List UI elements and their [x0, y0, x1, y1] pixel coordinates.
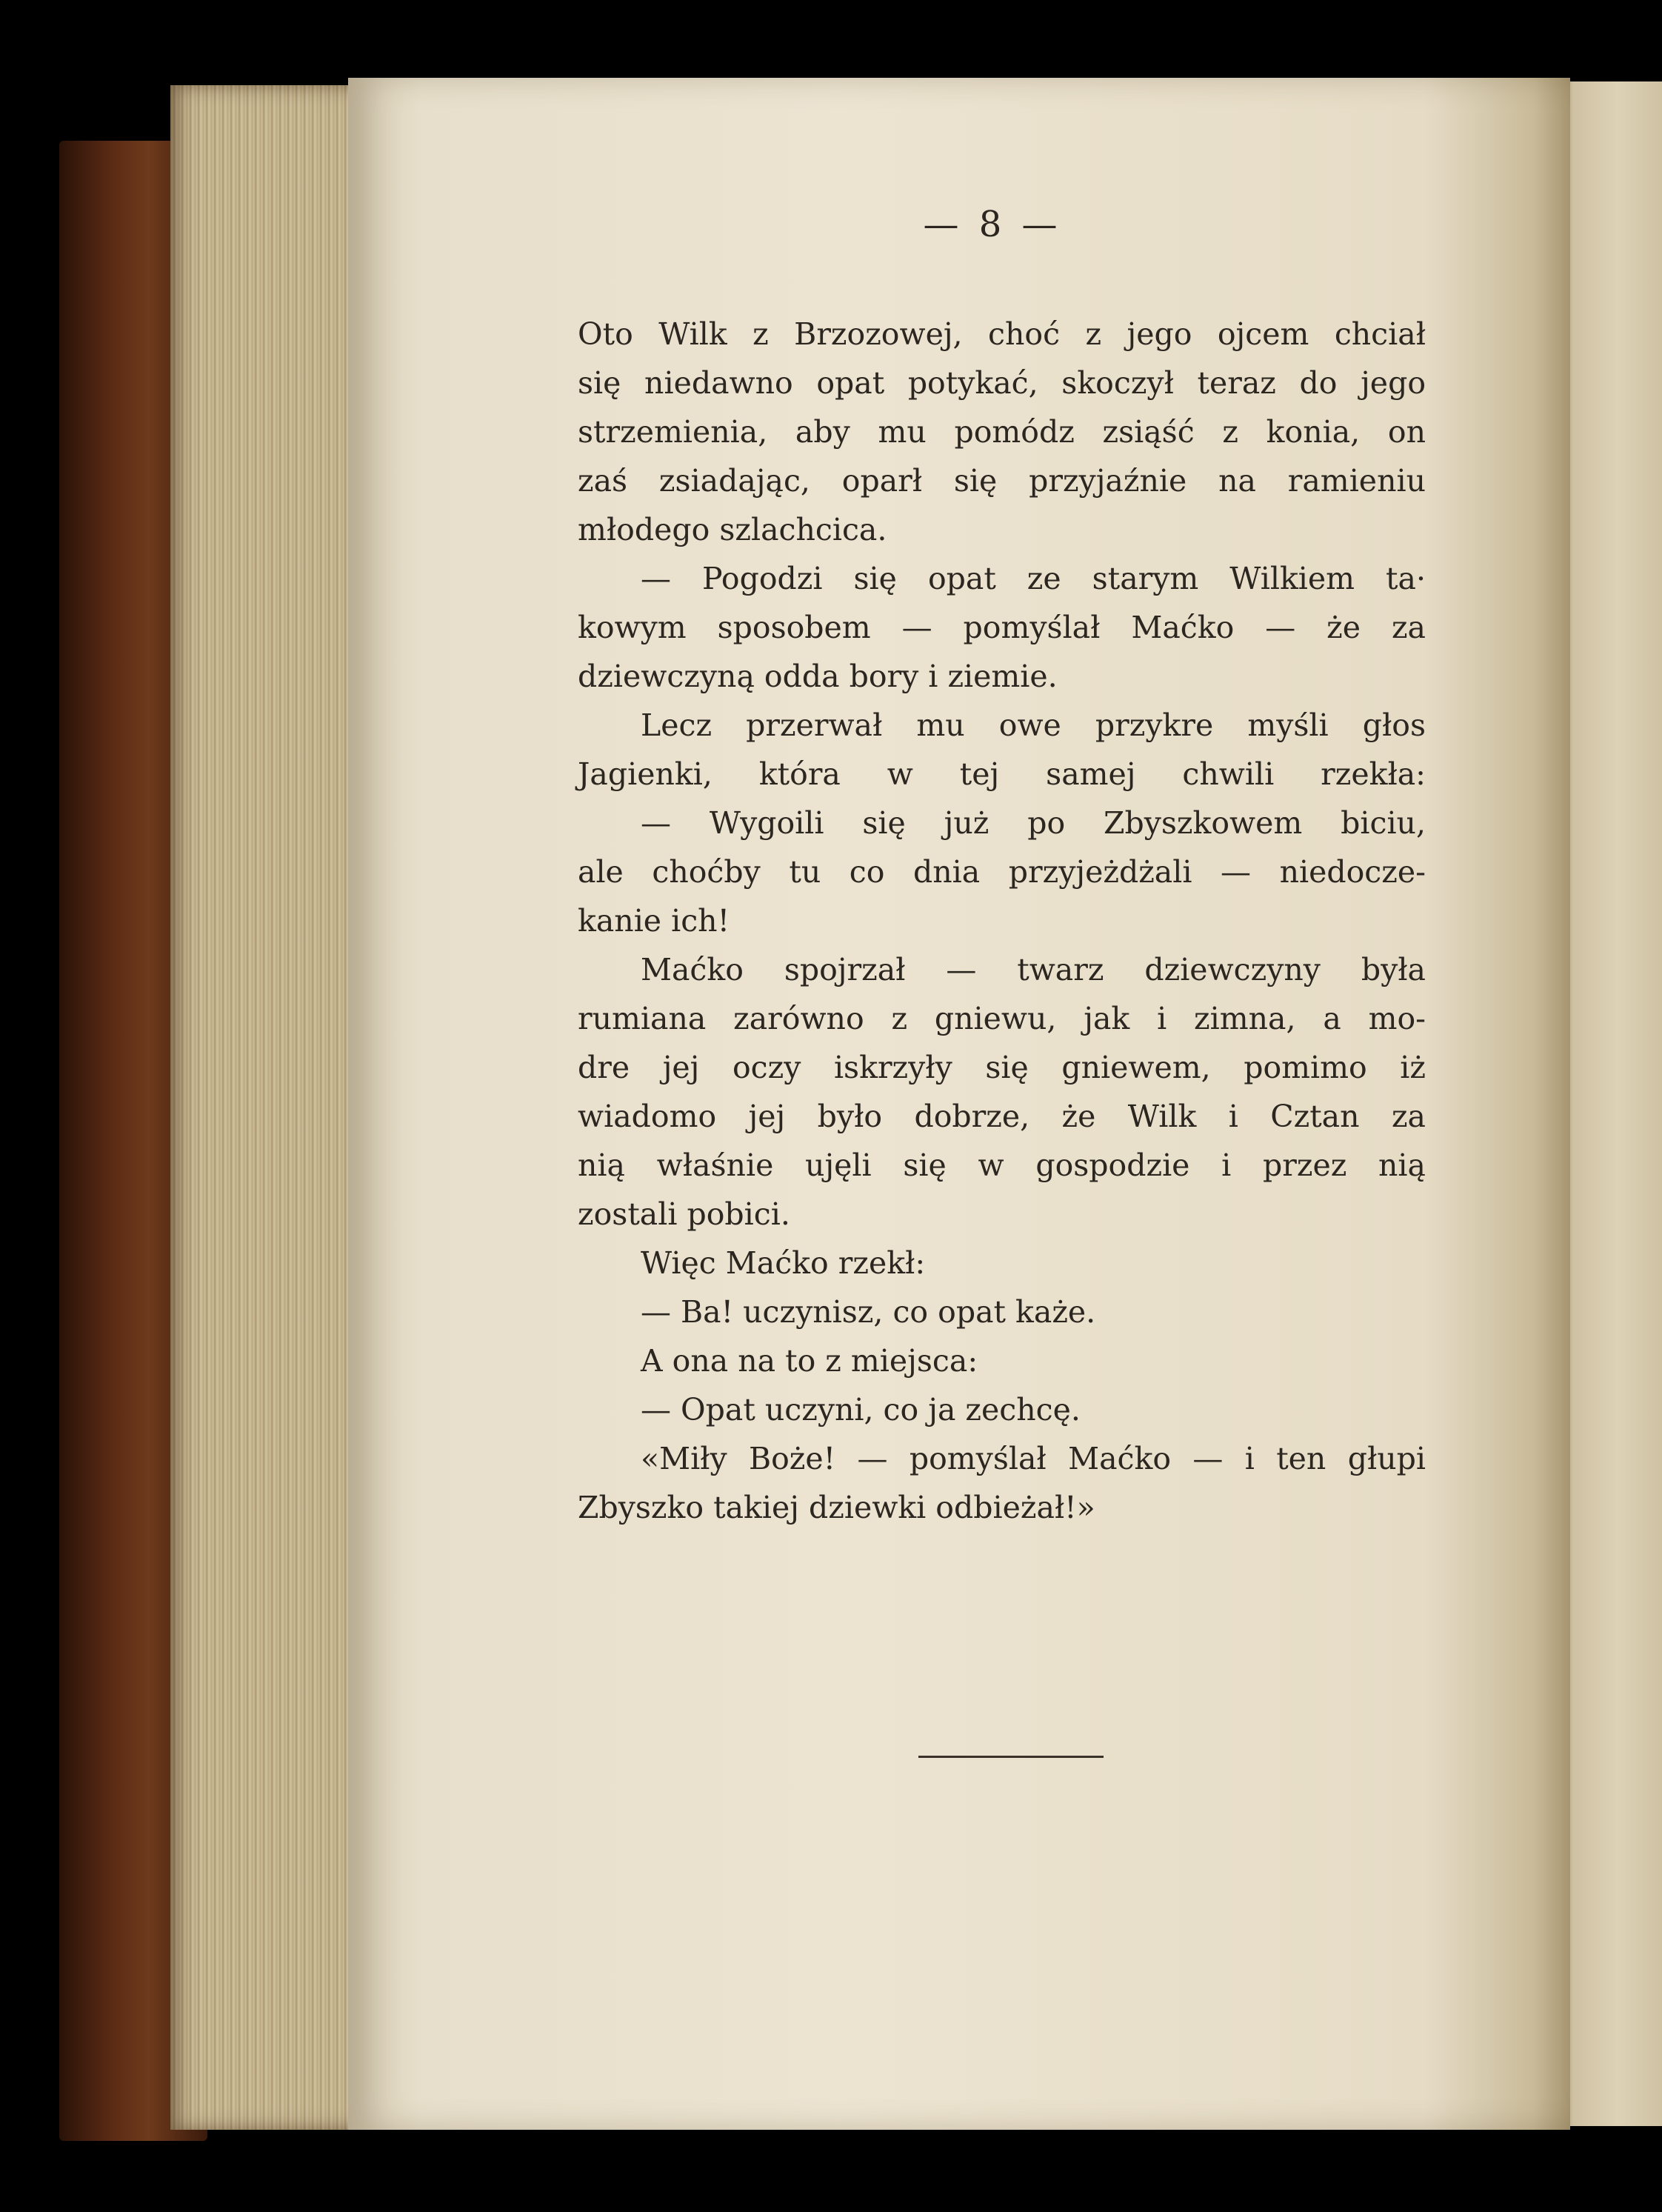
text-line: A ona na to z miejsca: [641, 1343, 978, 1379]
text-line: kanie ich! [578, 903, 730, 939]
text-line: kowym sposobem — pomyślał Maćko — że za [578, 610, 1426, 645]
text-line: zaś zsiadając, oparł się przyjaźnie na ramieniu [578, 463, 1426, 499]
text-line: nią właśnie ujęli się w gospodzie i przez nią [578, 1147, 1426, 1183]
text-line: wiadomo jej było dobrze, że Wilk i Cztan za [578, 1099, 1426, 1134]
text-line: — Wygoili się już po Zbyszkowem biciu, [641, 805, 1426, 841]
text-line: dre jej oczy iskrzyły się gniewem, pomimo iż [578, 1050, 1426, 1085]
text-line: ale choćby tu co dnia przyjeżdżali — niedocze- [578, 854, 1426, 890]
text-line: — Ba! uczynisz, co opat każe. [641, 1294, 1096, 1330]
text-line: Lecz przerwał mu owe przykre myśli głos [641, 707, 1426, 743]
text-line: Maćko spojrzał — twarz dziewczyny była [641, 952, 1426, 987]
text-line: Jagienki, która w tej samej chwili rzekła: [578, 756, 1426, 792]
page-number-header: — 8 — [923, 204, 1062, 245]
page-edges [170, 85, 363, 2130]
text-line: — Pogodzi się opat ze starym Wilkiem ta· [641, 561, 1426, 596]
text-line: Oto Wilk z Brzozowej, choć z jego ojcem chciał [578, 316, 1426, 352]
text-line: strzemienia, aby mu pomódz zsiąść z konia, on [578, 414, 1426, 450]
section-end-rule [918, 1756, 1104, 1758]
text-line: się niedawno opat potykać, skoczył teraz do jego [578, 365, 1426, 401]
text-line: — Opat uczyni, co ja zechcę. [641, 1392, 1081, 1428]
text-line: młodego szlachcica. [578, 512, 887, 547]
text-line: dziewczyną odda bory i ziemie. [578, 659, 1058, 694]
text-line: Więc Maćko rzekł: [641, 1245, 926, 1281]
text-line: Zbyszko takiej dziewki odbieżał!» [578, 1490, 1095, 1525]
page-text [578, 310, 1426, 1532]
text-line: «Miły Boże! — pomyślał Maćko — i ten głupi [641, 1441, 1426, 1476]
text-line: rumiana zarówno z gniewu, jak i zimna, a mo- [578, 1001, 1426, 1036]
text-line: zostali pobici. [578, 1196, 790, 1232]
